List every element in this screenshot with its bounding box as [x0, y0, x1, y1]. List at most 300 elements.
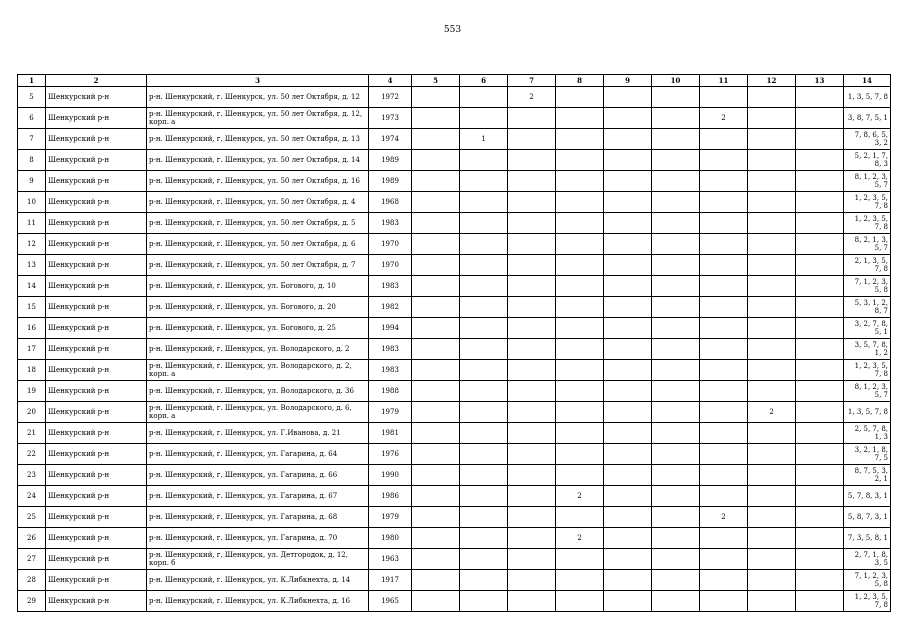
- col7-cell: [508, 171, 556, 192]
- col8-cell: [556, 381, 604, 402]
- table-row: [18, 150, 891, 171]
- priority-cell: 8, 1, 2, 3, 5, 7: [844, 381, 891, 402]
- col5-cell: [412, 276, 460, 297]
- district-cell: Шенкурский р-н: [46, 108, 147, 129]
- column-header-3: 3: [147, 75, 369, 87]
- col7-cell: [508, 570, 556, 591]
- col5-cell: [412, 297, 460, 318]
- col7-cell: [508, 276, 556, 297]
- priority-cell: 7, 1, 2, 3, 5, 8: [844, 570, 891, 591]
- year-cell: 1981: [369, 423, 412, 444]
- col6-cell: 1: [460, 129, 508, 150]
- col6-cell: [460, 255, 508, 276]
- col10-cell: [652, 150, 700, 171]
- year-cell: 1965: [369, 591, 412, 612]
- column-header-13: 13: [796, 75, 844, 87]
- col9-cell: [604, 339, 652, 360]
- col8-cell: [556, 87, 604, 108]
- address-cell: р-н. Шенкурский, г. Шенкурск, ул. К.Либкнехта, д. 16: [147, 591, 369, 612]
- col10-cell: [652, 255, 700, 276]
- col11-cell: [700, 570, 748, 591]
- col7-cell: [508, 360, 556, 381]
- col11-cell: [700, 423, 748, 444]
- priority-cell: 5, 2, 1, 7, 8, 3: [844, 150, 891, 171]
- col13-cell: [796, 402, 844, 423]
- year-cell: 1963: [369, 549, 412, 570]
- col6-cell: [460, 276, 508, 297]
- row-number-cell: 6: [18, 108, 46, 129]
- col10-cell: [652, 507, 700, 528]
- priority-cell: 2, 1, 3, 5, 7, 8: [844, 255, 891, 276]
- col11-cell: [700, 234, 748, 255]
- column-header-9: 9: [604, 75, 652, 87]
- col8-cell: [556, 339, 604, 360]
- col11-cell: [700, 255, 748, 276]
- priority-cell: 3, 5, 7, 8, 1, 2: [844, 339, 891, 360]
- col8-cell: [556, 423, 604, 444]
- address-cell: р-н. Шенкурский, г. Шенкурск, ул. Богового, д. 10: [147, 276, 369, 297]
- col7-cell: [508, 213, 556, 234]
- col11-cell: [700, 528, 748, 549]
- row-number-cell: 10: [18, 192, 46, 213]
- year-cell: 1990: [369, 465, 412, 486]
- district-cell: Шенкурский р-н: [46, 402, 147, 423]
- year-cell: 1983: [369, 213, 412, 234]
- row-number-cell: 29: [18, 591, 46, 612]
- year-cell: 1968: [369, 192, 412, 213]
- col6-cell: [460, 87, 508, 108]
- col6-cell: [460, 549, 508, 570]
- column-header-5: 5: [412, 75, 460, 87]
- priority-cell: 7, 8, 6, 5, 3, 2: [844, 129, 891, 150]
- col12-cell: [748, 192, 796, 213]
- col6-cell: [460, 486, 508, 507]
- district-cell: Шенкурский р-н: [46, 171, 147, 192]
- col6-cell: [460, 444, 508, 465]
- district-cell: Шенкурский р-н: [46, 192, 147, 213]
- col10-cell: [652, 423, 700, 444]
- col13-cell: [796, 381, 844, 402]
- col7-cell: [508, 507, 556, 528]
- col9-cell: [604, 528, 652, 549]
- col5-cell: [412, 129, 460, 150]
- table-row: [18, 192, 891, 213]
- col7-cell: [508, 129, 556, 150]
- col9-cell: [604, 234, 652, 255]
- col6-cell: [460, 591, 508, 612]
- col11-cell: [700, 129, 748, 150]
- col11-cell: [700, 465, 748, 486]
- year-cell: 1982: [369, 297, 412, 318]
- table-row: [18, 360, 891, 381]
- table-row: [18, 108, 891, 129]
- col10-cell: [652, 87, 700, 108]
- table-row: [18, 465, 891, 486]
- district-cell: Шенкурский р-н: [46, 591, 147, 612]
- col5-cell: [412, 381, 460, 402]
- col11-cell: [700, 402, 748, 423]
- column-header-14: 14: [844, 75, 891, 87]
- table-row: [18, 255, 891, 276]
- priority-cell: 3, 2, 1, 8, 7, 5: [844, 444, 891, 465]
- col5-cell: [412, 528, 460, 549]
- address-cell: р-н. Шенкурский, г. Шенкурск, ул. 50 лет Октября, д. 4: [147, 192, 369, 213]
- table-row: [18, 507, 891, 528]
- row-number-cell: 22: [18, 444, 46, 465]
- col13-cell: [796, 129, 844, 150]
- col5-cell: [412, 591, 460, 612]
- col7-cell: [508, 192, 556, 213]
- col12-cell: [748, 276, 796, 297]
- col13-cell: [796, 171, 844, 192]
- col7-cell: [508, 528, 556, 549]
- col5-cell: [412, 255, 460, 276]
- year-cell: 1983: [369, 339, 412, 360]
- row-number-cell: 18: [18, 360, 46, 381]
- priority-cell: 1, 3, 5, 7, 8: [844, 402, 891, 423]
- address-cell: р-н. Шенкурский, г. Шенкурск, ул. Гагарина, д. 70: [147, 528, 369, 549]
- address-cell: р-н. Шенкурский, г. Шенкурск, ул. 50 лет Октября, д. 6: [147, 234, 369, 255]
- district-cell: Шенкурский р-н: [46, 276, 147, 297]
- col5-cell: [412, 549, 460, 570]
- column-header-6: 6: [460, 75, 508, 87]
- priority-cell: 8, 2, 1, 3, 5, 7: [844, 234, 891, 255]
- col11-cell: [700, 276, 748, 297]
- col7-cell: [508, 108, 556, 129]
- col13-cell: [796, 570, 844, 591]
- year-cell: 1988: [369, 381, 412, 402]
- col6-cell: [460, 234, 508, 255]
- col10-cell: [652, 549, 700, 570]
- col7-cell: [508, 297, 556, 318]
- col10-cell: [652, 570, 700, 591]
- col12-cell: [748, 108, 796, 129]
- table-row: [18, 486, 891, 507]
- row-number-cell: 28: [18, 570, 46, 591]
- column-header-2: 2: [46, 75, 147, 87]
- district-cell: Шенкурский р-н: [46, 570, 147, 591]
- col7-cell: [508, 381, 556, 402]
- priority-cell: 7, 3, 5, 8, 1: [844, 528, 891, 549]
- col13-cell: [796, 549, 844, 570]
- priority-cell: 3, 2, 7, 8, 5, 1: [844, 318, 891, 339]
- col12-cell: [748, 423, 796, 444]
- col7-cell: [508, 318, 556, 339]
- col8-cell: [556, 402, 604, 423]
- address-cell: р-н. Шенкурский, г. Шенкурск, ул. Г.Иванова, д. 21: [147, 423, 369, 444]
- col7-cell: [508, 465, 556, 486]
- row-number-cell: 27: [18, 549, 46, 570]
- col7-cell: [508, 444, 556, 465]
- priority-cell: 1, 3, 5, 7, 8: [844, 87, 891, 108]
- district-cell: Шенкурский р-н: [46, 465, 147, 486]
- col12-cell: [748, 360, 796, 381]
- col13-cell: [796, 318, 844, 339]
- priority-cell: 1, 2, 3, 5, 7, 8: [844, 192, 891, 213]
- col11-cell: 2: [700, 507, 748, 528]
- col9-cell: [604, 507, 652, 528]
- col11-cell: [700, 213, 748, 234]
- row-number-cell: 13: [18, 255, 46, 276]
- col9-cell: [604, 255, 652, 276]
- priority-cell: 1, 2, 3, 5, 7, 8: [844, 360, 891, 381]
- col11-cell: [700, 549, 748, 570]
- col8-cell: [556, 213, 604, 234]
- col6-cell: [460, 297, 508, 318]
- col6-cell: [460, 108, 508, 129]
- col9-cell: [604, 549, 652, 570]
- col8-cell: [556, 108, 604, 129]
- col8-cell: 2: [556, 486, 604, 507]
- col11-cell: [700, 318, 748, 339]
- row-number-cell: 7: [18, 129, 46, 150]
- col13-cell: [796, 150, 844, 171]
- address-cell: р-н. Шенкурский, г. Шенкурск, ул. К.Либкнехта, д. 14: [147, 570, 369, 591]
- row-number-cell: 9: [18, 171, 46, 192]
- col5-cell: [412, 360, 460, 381]
- row-number-cell: 14: [18, 276, 46, 297]
- district-cell: Шенкурский р-н: [46, 486, 147, 507]
- table-row: [18, 129, 891, 150]
- col6-cell: [460, 192, 508, 213]
- col9-cell: [604, 570, 652, 591]
- col6-cell: [460, 570, 508, 591]
- col7-cell: [508, 591, 556, 612]
- col10-cell: [652, 318, 700, 339]
- col5-cell: [412, 234, 460, 255]
- col11-cell: [700, 486, 748, 507]
- year-cell: 1970: [369, 255, 412, 276]
- table-row: [18, 171, 891, 192]
- address-cell: р-н. Шенкурский, г. Шенкурск, ул. Гагарина, д. 68: [147, 507, 369, 528]
- col12-cell: [748, 528, 796, 549]
- col11-cell: [700, 591, 748, 612]
- address-cell: р-н. Шенкурский, г. Шенкурск, ул. Гагарина, д. 64: [147, 444, 369, 465]
- year-cell: 1976: [369, 444, 412, 465]
- col5-cell: [412, 402, 460, 423]
- col6-cell: [460, 465, 508, 486]
- table-row: [18, 339, 891, 360]
- col5-cell: [412, 213, 460, 234]
- col11-cell: 2: [700, 108, 748, 129]
- table-row: [18, 276, 891, 297]
- address-cell: р-н. Шенкурский, г. Шенкурск, ул. 50 лет Октября, д. 7: [147, 255, 369, 276]
- col8-cell: [556, 276, 604, 297]
- col6-cell: [460, 213, 508, 234]
- col9-cell: [604, 402, 652, 423]
- priority-cell: 5, 3, 1, 2, 8, 7: [844, 297, 891, 318]
- col5-cell: [412, 108, 460, 129]
- col13-cell: [796, 591, 844, 612]
- col8-cell: [556, 171, 604, 192]
- col12-cell: 2: [748, 402, 796, 423]
- col9-cell: [604, 360, 652, 381]
- table-row: [18, 297, 891, 318]
- col12-cell: [748, 381, 796, 402]
- priority-cell: 8, 7, 5, 3, 2, 1: [844, 465, 891, 486]
- district-cell: Шенкурский р-н: [46, 318, 147, 339]
- column-header-1: 1: [18, 75, 46, 87]
- col12-cell: [748, 465, 796, 486]
- table-row: [18, 591, 891, 612]
- col6-cell: [460, 171, 508, 192]
- district-cell: Шенкурский р-н: [46, 297, 147, 318]
- row-number-cell: 12: [18, 234, 46, 255]
- col9-cell: [604, 87, 652, 108]
- col7-cell: [508, 549, 556, 570]
- col5-cell: [412, 87, 460, 108]
- year-cell: 1973: [369, 108, 412, 129]
- col13-cell: [796, 339, 844, 360]
- col9-cell: [604, 591, 652, 612]
- column-header-11: 11: [700, 75, 748, 87]
- address-cell: р-н. Шенкурский, г. Шенкурск, ул. Гагарина, д. 67: [147, 486, 369, 507]
- col9-cell: [604, 318, 652, 339]
- district-cell: Шенкурский р-н: [46, 360, 147, 381]
- table-row: [18, 402, 891, 423]
- col10-cell: [652, 486, 700, 507]
- col5-cell: [412, 570, 460, 591]
- col6-cell: [460, 150, 508, 171]
- row-number-cell: 20: [18, 402, 46, 423]
- row-number-cell: 23: [18, 465, 46, 486]
- col13-cell: [796, 213, 844, 234]
- col9-cell: [604, 465, 652, 486]
- col10-cell: [652, 108, 700, 129]
- col13-cell: [796, 234, 844, 255]
- address-cell: р-н. Шенкурский, г. Шенкурск, ул. Володарского, д. 6, корп. а: [147, 402, 369, 423]
- year-cell: 1979: [369, 402, 412, 423]
- row-number-cell: 17: [18, 339, 46, 360]
- col11-cell: [700, 87, 748, 108]
- year-cell: 1917: [369, 570, 412, 591]
- col9-cell: [604, 444, 652, 465]
- col12-cell: [748, 234, 796, 255]
- col12-cell: [748, 150, 796, 171]
- column-header-4: 4: [369, 75, 412, 87]
- priority-cell: 2, 7, 1, 8, 3, 5: [844, 549, 891, 570]
- district-cell: Шенкурский р-н: [46, 87, 147, 108]
- col8-cell: [556, 129, 604, 150]
- col10-cell: [652, 276, 700, 297]
- col9-cell: [604, 192, 652, 213]
- col11-cell: [700, 171, 748, 192]
- table-row: [18, 444, 891, 465]
- year-cell: 1980: [369, 528, 412, 549]
- col10-cell: [652, 339, 700, 360]
- col10-cell: [652, 297, 700, 318]
- year-cell: 1983: [369, 276, 412, 297]
- district-cell: Шенкурский р-н: [46, 444, 147, 465]
- col10-cell: [652, 381, 700, 402]
- address-cell: р-н. Шенкурский, г. Шенкурск, ул. 50 лет Октября, д. 5: [147, 213, 369, 234]
- address-cell: р-н. Шенкурский, г. Шенкурск, ул. Детгородок, д. 12, корп. б: [147, 549, 369, 570]
- year-cell: 1972: [369, 87, 412, 108]
- col8-cell: [556, 255, 604, 276]
- year-cell: 1989: [369, 150, 412, 171]
- address-cell: р-н. Шенкурский, г. Шенкурск, ул. 50 лет Октября, д. 14: [147, 150, 369, 171]
- col13-cell: [796, 444, 844, 465]
- address-cell: р-н. Шенкурский, г. Шенкурск, ул. 50 лет Октября, д. 12, корп. а: [147, 108, 369, 129]
- col7-cell: [508, 486, 556, 507]
- col6-cell: [460, 507, 508, 528]
- row-number-cell: 5: [18, 87, 46, 108]
- col12-cell: [748, 591, 796, 612]
- col13-cell: [796, 528, 844, 549]
- col11-cell: [700, 360, 748, 381]
- col7-cell: [508, 234, 556, 255]
- col12-cell: [748, 339, 796, 360]
- col11-cell: [700, 339, 748, 360]
- col6-cell: [460, 318, 508, 339]
- address-cell: р-н. Шенкурский, г. Шенкурск, ул. 50 лет Октября, д. 13: [147, 129, 369, 150]
- col10-cell: [652, 528, 700, 549]
- col5-cell: [412, 444, 460, 465]
- col11-cell: [700, 381, 748, 402]
- col12-cell: [748, 297, 796, 318]
- page-number: 553: [443, 25, 462, 35]
- col5-cell: [412, 486, 460, 507]
- col8-cell: [556, 150, 604, 171]
- district-cell: Шенкурский р-н: [46, 507, 147, 528]
- col6-cell: [460, 381, 508, 402]
- col5-cell: [412, 423, 460, 444]
- col8-cell: [556, 549, 604, 570]
- row-number-cell: 15: [18, 297, 46, 318]
- table-row: [18, 423, 891, 444]
- column-header-12: 12: [748, 75, 796, 87]
- district-cell: Шенкурский р-н: [46, 213, 147, 234]
- col7-cell: [508, 150, 556, 171]
- address-cell: р-н. Шенкурский, г. Шенкурск, ул. 50 лет Октября, д. 12: [147, 87, 369, 108]
- col9-cell: [604, 297, 652, 318]
- col9-cell: [604, 423, 652, 444]
- column-header-8: 8: [556, 75, 604, 87]
- district-cell: Шенкурский р-н: [46, 150, 147, 171]
- col7-cell: [508, 402, 556, 423]
- year-cell: 1979: [369, 507, 412, 528]
- col12-cell: [748, 87, 796, 108]
- col13-cell: [796, 486, 844, 507]
- col13-cell: [796, 108, 844, 129]
- row-number-cell: 16: [18, 318, 46, 339]
- row-number-cell: 19: [18, 381, 46, 402]
- col10-cell: [652, 129, 700, 150]
- col8-cell: [556, 234, 604, 255]
- col10-cell: [652, 591, 700, 612]
- address-cell: р-н. Шенкурский, г. Шенкурск, ул. Богового, д. 25: [147, 318, 369, 339]
- col7-cell: [508, 339, 556, 360]
- col8-cell: [556, 570, 604, 591]
- col12-cell: [748, 507, 796, 528]
- col5-cell: [412, 339, 460, 360]
- col6-cell: [460, 360, 508, 381]
- address-cell: р-н. Шенкурский, г. Шенкурск, ул. Богового, д. 20: [147, 297, 369, 318]
- col13-cell: [796, 192, 844, 213]
- table-row: [18, 234, 891, 255]
- column-header-10: 10: [652, 75, 700, 87]
- col6-cell: [460, 339, 508, 360]
- header-row: [18, 75, 891, 87]
- row-number-cell: 26: [18, 528, 46, 549]
- col10-cell: [652, 444, 700, 465]
- year-cell: 1986: [369, 486, 412, 507]
- col9-cell: [604, 276, 652, 297]
- table-row: [18, 87, 891, 108]
- col8-cell: [556, 192, 604, 213]
- col5-cell: [412, 465, 460, 486]
- col13-cell: [796, 423, 844, 444]
